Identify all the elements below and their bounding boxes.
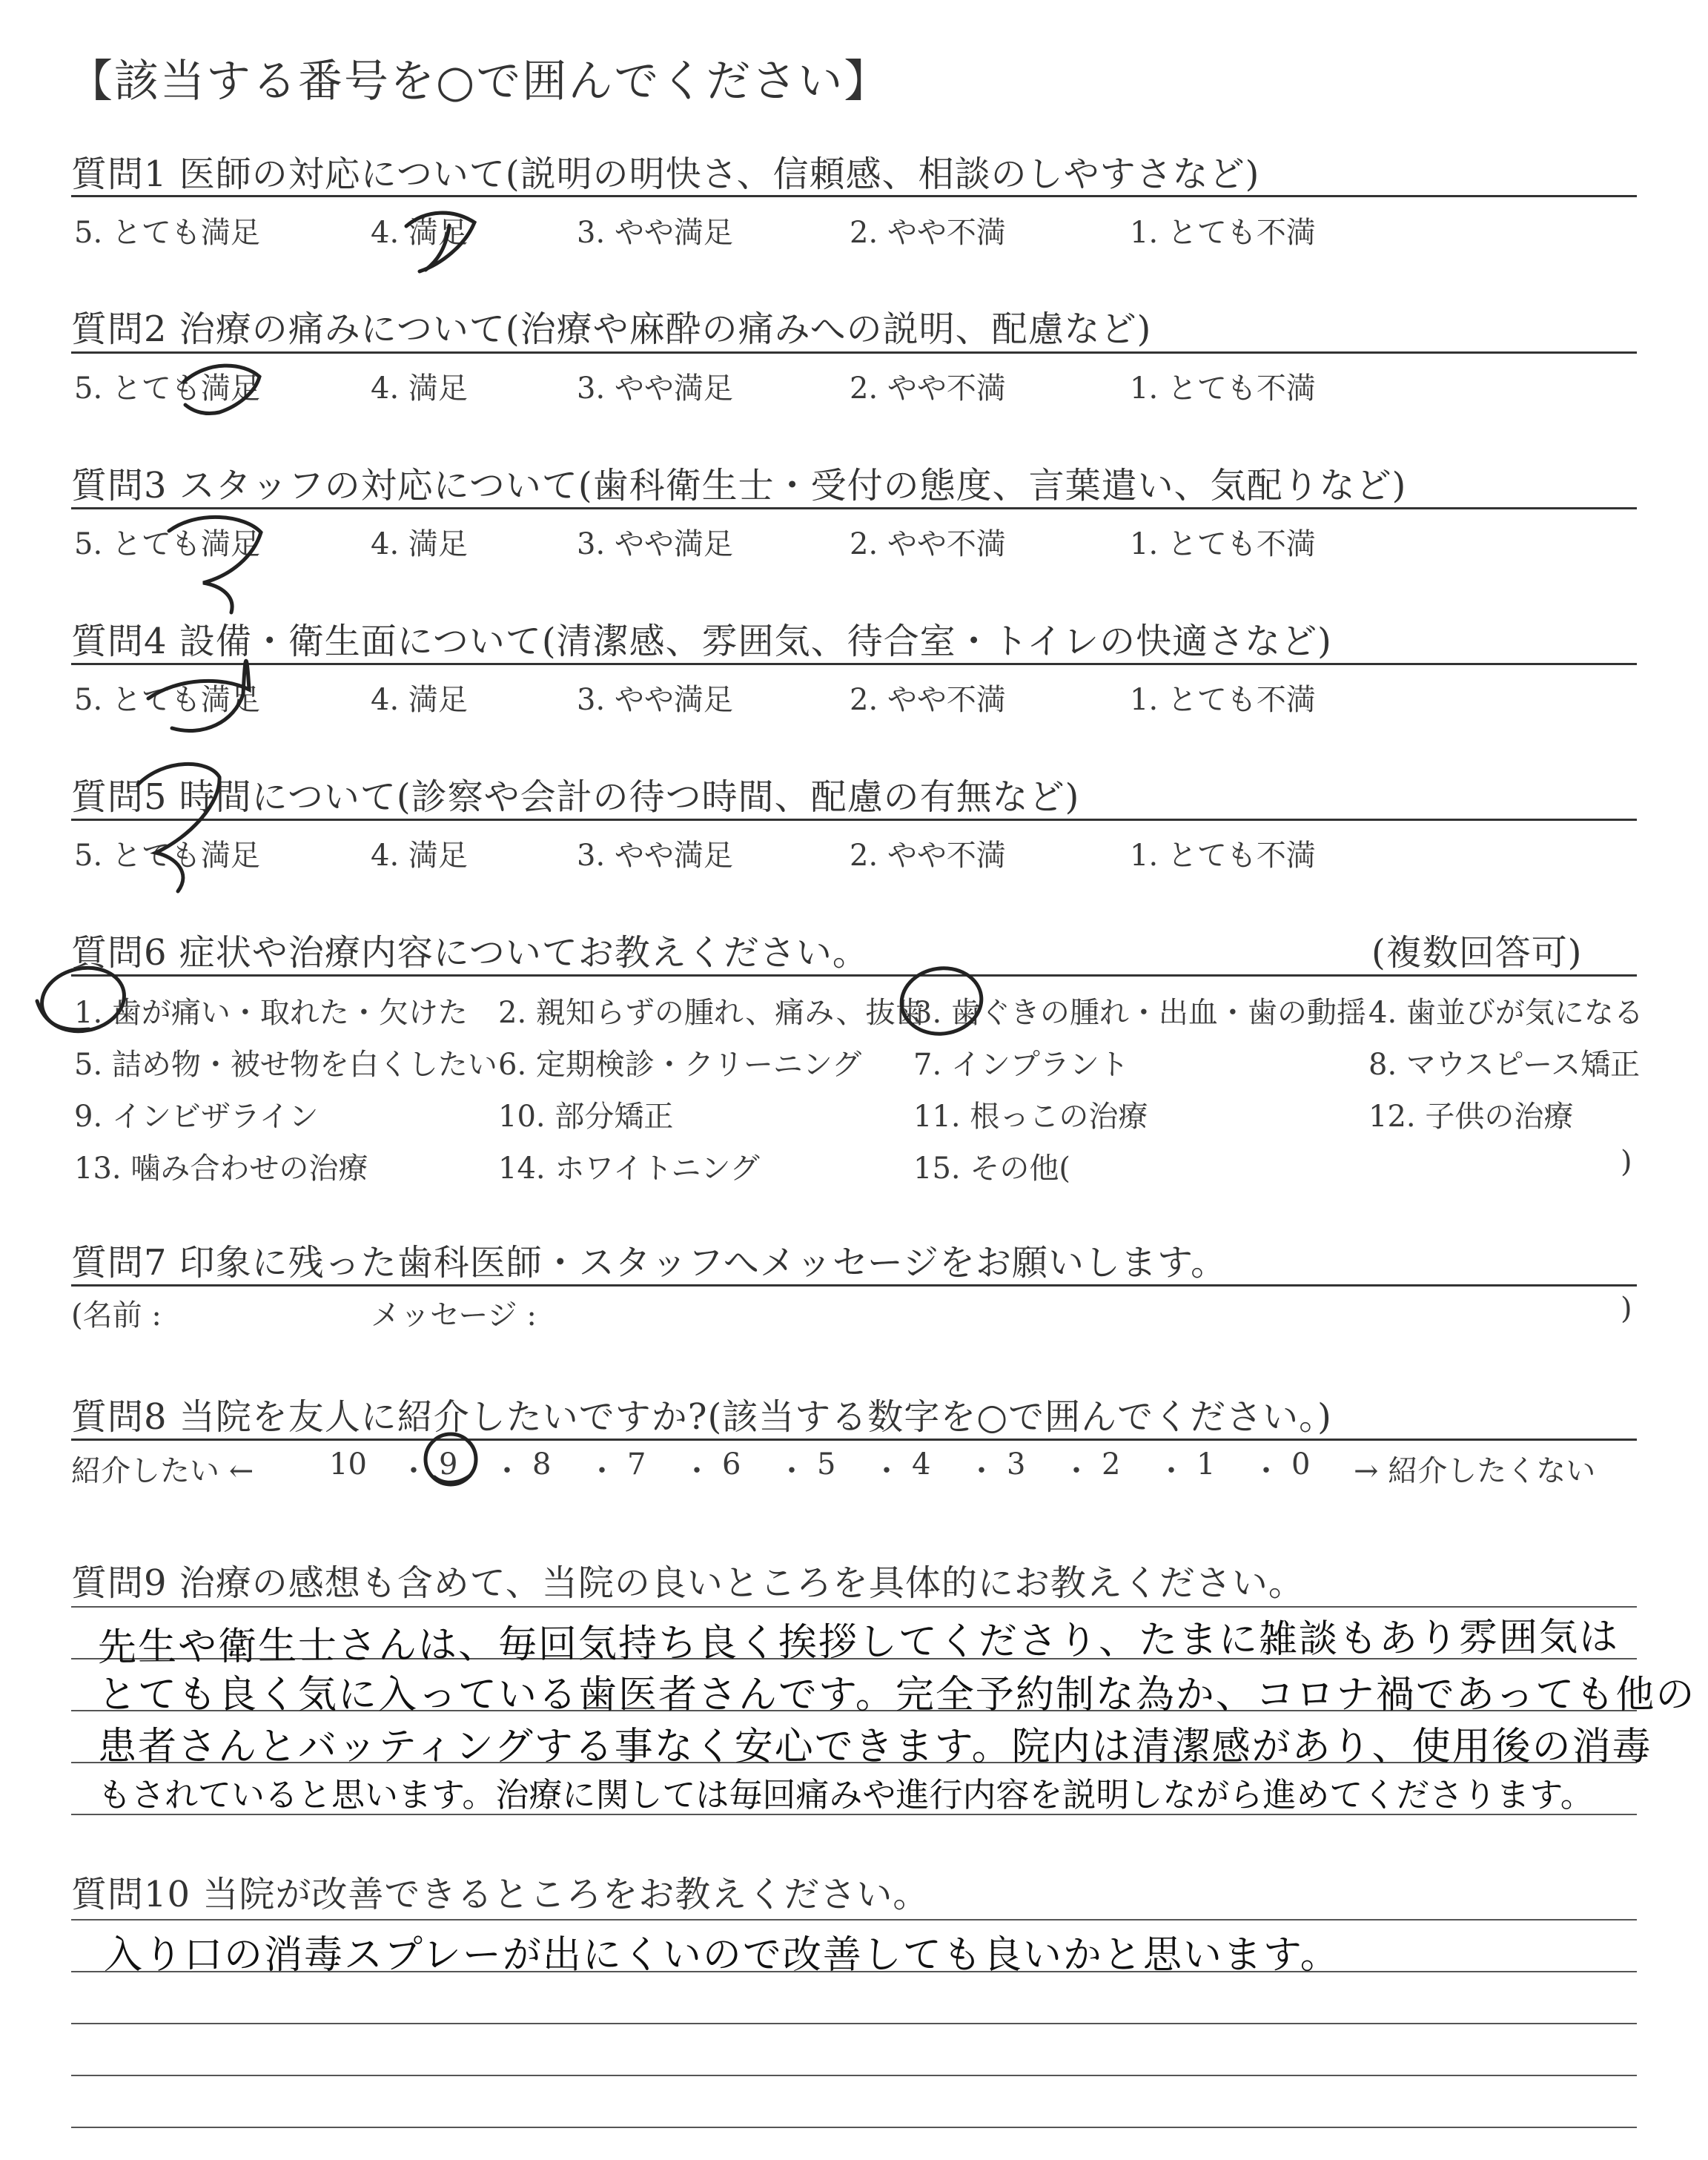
- q6-option-6[interactable]: 6. 定期検診・クリーニング: [498, 1048, 862, 1082]
- q8-scale-8[interactable]: 8: [532, 1447, 552, 1482]
- q9-answer-line-3: 患者さんとバッティングする事なく安心できます。院内は清潔感があり、使用後の消毒: [98, 1725, 1652, 1769]
- q2-heading: 質問2 治療の痛みについて(治療や麻酔の痛みへの説明、配慮など): [71, 308, 1152, 350]
- q8-dot: ・: [777, 1454, 807, 1488]
- q10-heading: 質問10 当院が改善できるところをお教えください。: [71, 1874, 930, 1915]
- q6-option-2[interactable]: 2. 親知らずの腫れ、痛み、抜歯: [498, 996, 925, 1030]
- q1-option-3[interactable]: 3. やや満足: [577, 216, 733, 250]
- q7-rule: [71, 1284, 1637, 1287]
- q6-other-close: ): [1621, 1145, 1632, 1179]
- q8-dot: ・: [1062, 1454, 1091, 1488]
- q4-option-5[interactable]: 5. とても満足: [74, 683, 260, 717]
- q8-scale-10[interactable]: 10: [329, 1447, 367, 1482]
- q9-answer-line-2: とても良く気に入っている歯医者さんです。完全予約制な為か、コロナ禍であっても他の: [98, 1673, 1696, 1717]
- q9-answer-line-4: もされていると思います。治療に関しては毎回痛みや進行内容を説明しながら進めてくださります。: [98, 1775, 1594, 1814]
- q8-rule: [71, 1439, 1637, 1441]
- q8-scale-2[interactable]: 2: [1102, 1447, 1121, 1482]
- q8-dot: ・: [1251, 1454, 1281, 1488]
- q10-line-rule: [71, 2127, 1637, 2128]
- q6-option-4[interactable]: 4. 歯並びが気になる: [1368, 996, 1644, 1030]
- q5-option-2[interactable]: 2. やや不満: [850, 839, 1006, 873]
- q2-option-2[interactable]: 2. やや不満: [850, 371, 1006, 406]
- page-title: 【該当する番号を○で囲んでください】: [68, 56, 890, 108]
- q6-option-1[interactable]: 1. 歯が痛い・取れた・欠けた: [74, 996, 468, 1030]
- q3-option-5[interactable]: 5. とても満足: [74, 527, 260, 561]
- q10-line-rule: [71, 2075, 1637, 2076]
- q10-answer-line-1: 入り口の消毒スプレーが出にくいので改善しても良いかと思います。: [104, 1933, 1340, 1978]
- q8-scale-3[interactable]: 3: [1007, 1447, 1026, 1482]
- q6-option-12[interactable]: 12. 子供の治療: [1368, 1100, 1574, 1134]
- q6-option-7[interactable]: 7. インプラント: [913, 1048, 1129, 1082]
- q8-scale-4[interactable]: 4: [912, 1447, 931, 1482]
- q8-left-label: 紹介したい ←: [71, 1454, 254, 1488]
- q1-option-1[interactable]: 1. とても不満: [1130, 216, 1316, 250]
- q2-rule: [71, 351, 1637, 354]
- q8-right-label: → 紹介したくない: [1354, 1454, 1596, 1488]
- q8-scale-6[interactable]: 6: [722, 1447, 741, 1482]
- q6-option-14[interactable]: 14. ホワイトニング: [498, 1152, 760, 1186]
- q5-option-5[interactable]: 5. とても満足: [74, 839, 260, 873]
- q2-option-1[interactable]: 1. とても不満: [1130, 371, 1316, 406]
- q1-option-2[interactable]: 2. やや不満: [850, 216, 1006, 250]
- q8-heading: 質問8 当院を友人に紹介したいですか?(該当する数字を○で囲んでください。): [71, 1396, 1332, 1438]
- q1-heading: 質問1 医師の対応について(説明の明快さ、信頼感、相談のしやすさなど): [71, 153, 1260, 195]
- q8-scale-5[interactable]: 5: [817, 1447, 836, 1482]
- q8-dot: ・: [872, 1454, 901, 1488]
- q6-option-11[interactable]: 11. 根っこの治療: [913, 1100, 1148, 1134]
- q1-rule: [71, 195, 1637, 197]
- q2-option-4[interactable]: 4. 満足: [371, 371, 468, 406]
- q2-option-5[interactable]: 5. とても満足: [74, 371, 260, 406]
- q7-close: ): [1621, 1292, 1632, 1326]
- q3-option-2[interactable]: 2. やや不満: [850, 527, 1006, 561]
- q6-rule: [71, 974, 1637, 977]
- q3-heading: 質問3 スタッフの対応について(歯科衛生士・受付の態度、言葉遣い、気配りなど): [71, 465, 1407, 506]
- q8-scale-9[interactable]: 9: [439, 1447, 458, 1482]
- q6-heading: 質問6 症状や治療内容についてお教えください。: [71, 932, 869, 974]
- q4-option-4[interactable]: 4. 満足: [371, 683, 468, 717]
- q5-option-1[interactable]: 1. とても不満: [1130, 839, 1316, 873]
- q3-option-4[interactable]: 4. 満足: [371, 527, 468, 561]
- q7-heading: 質問7 印象に残った歯科医師・スタッフへメッセージをお願いします。: [71, 1242, 1228, 1284]
- q6-option-13[interactable]: 13. 噛み合わせの治療: [74, 1152, 368, 1186]
- q7-name-label: (名前 :: [71, 1298, 162, 1332]
- q6-option-3[interactable]: 3. 歯ぐきの腫れ・出血・歯の動揺: [913, 996, 1366, 1030]
- q8-dot: ・: [399, 1454, 428, 1488]
- q4-option-3[interactable]: 3. やや満足: [577, 683, 733, 717]
- q4-heading: 質問4 設備・衛生面について(清潔感、雰囲気、待合室・トイレの快適さなど): [71, 621, 1332, 662]
- q8-dot: ・: [587, 1454, 617, 1488]
- q8-dot: ・: [682, 1454, 712, 1488]
- q3-option-1[interactable]: 1. とても不満: [1130, 527, 1316, 561]
- q5-heading: 質問5 時間について(診察や会計の待つ時間、配慮の有無など): [71, 776, 1080, 818]
- q4-option-1[interactable]: 1. とても不満: [1130, 683, 1316, 717]
- q8-dot: ・: [492, 1454, 522, 1488]
- q1-option-5[interactable]: 5. とても満足: [74, 216, 260, 250]
- q9-answer-line-1: 先生や衛生士さんは、毎回気持ち良く挨拶してくださり、たまに雑談もあり雰囲気は: [97, 1614, 1620, 1671]
- q6-option-5[interactable]: 5. 詰め物・被せ物を白くしたい: [74, 1048, 497, 1082]
- q6-option-9[interactable]: 9. インビザライン: [74, 1100, 319, 1134]
- q5-option-3[interactable]: 3. やや満足: [577, 839, 733, 873]
- q8-dot: ・: [967, 1454, 996, 1488]
- q6-option-8[interactable]: 8. マウスピース矯正: [1368, 1048, 1641, 1082]
- q10-line-rule: [71, 1919, 1637, 1920]
- q2-option-3[interactable]: 3. やや満足: [577, 371, 733, 406]
- q6-option-15[interactable]: 15. その他(: [913, 1152, 1070, 1186]
- q5-rule: [71, 819, 1637, 821]
- q8-scale-1[interactable]: 1: [1196, 1447, 1216, 1482]
- q3-rule: [71, 507, 1637, 509]
- q6-option-10[interactable]: 10. 部分矯正: [498, 1100, 674, 1134]
- q8-scale-0[interactable]: 0: [1291, 1447, 1311, 1482]
- q8-dot: ・: [1156, 1454, 1186, 1488]
- q8-scale-7[interactable]: 7: [627, 1447, 646, 1482]
- q10-line-rule: [71, 2023, 1637, 2024]
- q1-option-4[interactable]: 4. 満足: [371, 216, 468, 250]
- q7-message-label: メッセージ :: [371, 1298, 537, 1332]
- q5-option-4[interactable]: 4. 満足: [371, 839, 468, 873]
- q9-heading: 質問9 治療の感想も含めて、当院の良いところを具体的にお教えください。: [71, 1562, 1305, 1604]
- q4-option-2[interactable]: 2. やや不満: [850, 683, 1006, 717]
- q6-note: (複数回答可): [1371, 932, 1583, 974]
- q4-rule: [71, 663, 1637, 665]
- q3-option-3[interactable]: 3. やや満足: [577, 527, 733, 561]
